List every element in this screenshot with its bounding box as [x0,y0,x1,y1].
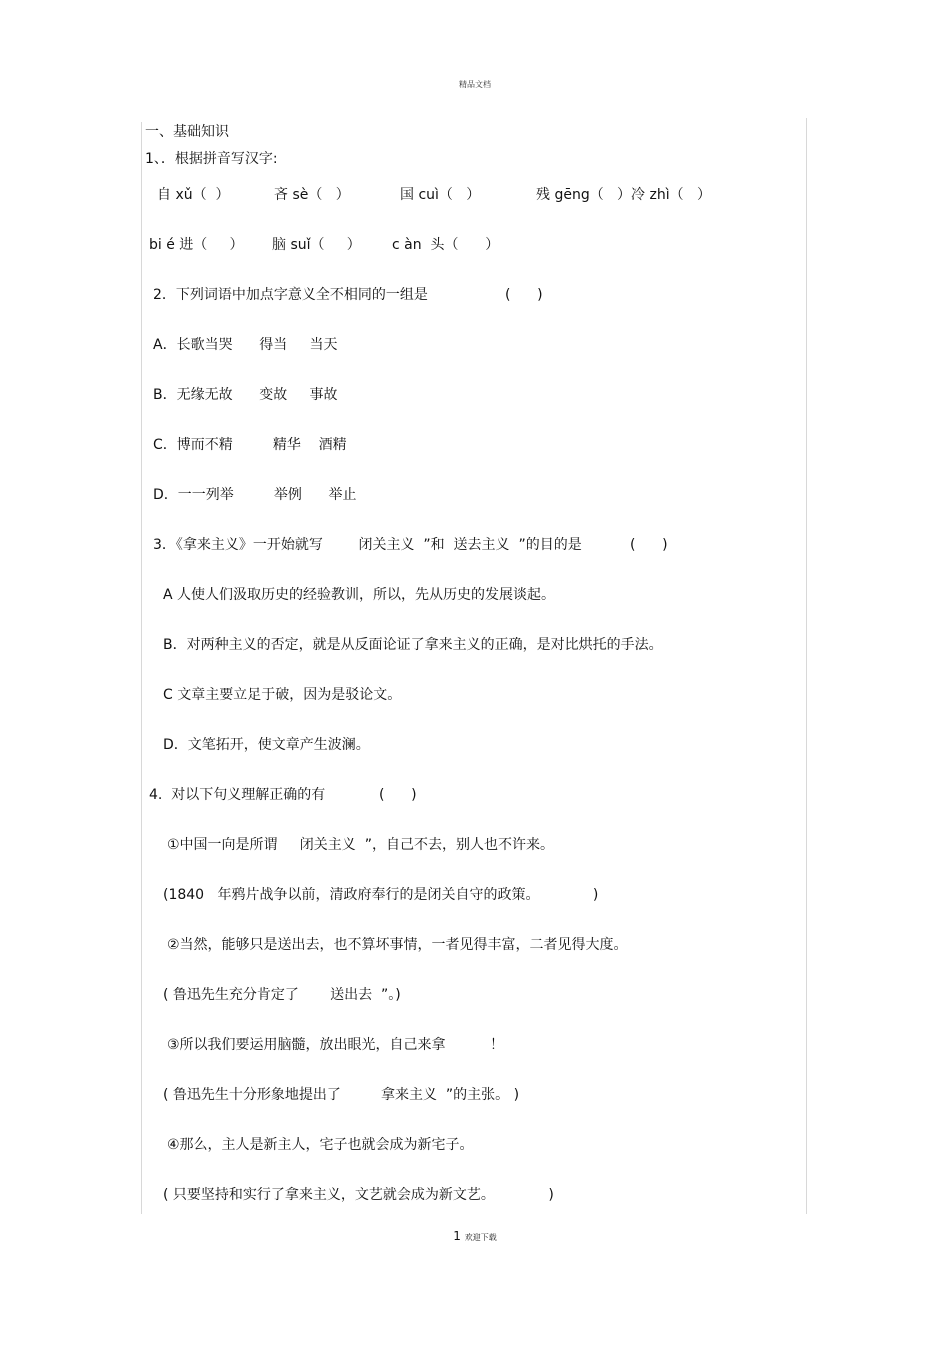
q2-option-a: A．长歌当哭 得当 当天 [153,337,338,353]
page-header: 精品文档 [459,80,491,89]
q3-option-d: D．文笔拓开，使文章产生波澜。 [163,737,370,753]
footer-text: 欢迎下载 [464,1233,497,1242]
q2-option-c: C．博而不精 精华 酒精 [153,437,347,453]
question-2-answer-paren: ( ) [505,287,543,303]
q1-item-2: 吝 sè（ ） [274,187,350,203]
right-border-line [806,118,807,1214]
q1-item-6: 脑 suǐ（ ） [272,237,361,253]
q3-option-a: A 人使人们汲取历史的经验教训，所以，先从历史的发展谈起。 [163,587,556,603]
question-4-title: 4. 对以下句义理解正确的有 [149,787,326,803]
page-footer [0,1229,950,1243]
q1-item-7: c àn 头（ ） [392,237,500,253]
question-2-title: 2．下列词语中加点字意义全不相同的一组是 [153,287,428,303]
q4-interpretation-2: ( 鲁迅先生充分肯定了 送出去 ”。) [163,987,401,1003]
q3-option-b: B．对两种主义的否定，就是从反面论证了拿来主义的正确，是对比烘托的手法。 [163,637,663,653]
q2-option-b: B．无缘无故 变故 事故 [153,387,338,403]
q4-interpretation-4: ( 只要坚持和实行了拿来主义，文艺就会成为新文艺。 ) [163,1187,554,1203]
question-4-answer-paren: ( ) [379,787,417,803]
question-1-title: 1、．根据拼音写汉字: [145,151,278,167]
section-title: 一、基础知识 [145,124,229,140]
page-number: 1 [453,1229,461,1243]
left-border-line [141,122,142,1214]
q4-sentence-4: ④那么，主人是新主人，宅子也就会成为新宅子。 [167,1137,474,1153]
q3-option-c: C 文章主要立足于破，因为是驳论文。 [163,687,402,703]
question-3-answer-paren: ( ) [630,537,668,553]
q4-sentence-3: ③所以我们要运用脑髓，放出眼光，自己来拿 ！ [167,1037,505,1053]
q4-interpretation-1: (1840 年鸦片战争以前，清政府奉行的是闭关自守的政策。 ) [163,887,599,903]
q1-item-3: 国 cuì（ ） [400,187,481,203]
q1-item-5: bi é 进（ ） [149,237,244,253]
q4-sentence-2: ②当然，能够只是送出去，也不算坏事情，一者见得丰富，二者见得大度。 [167,937,628,953]
question-3-title: 3．《拿来主义》一开始就写 闭关主义 ”和 送去主义 ”的目的是 [153,537,582,553]
q4-sentence-1: ①中国一向是所谓 闭关主义 ”，自己不去，别人也不许来。 [167,837,554,853]
q4-interpretation-3: ( 鲁迅先生十分形象地提出了 拿来主义 ”的主张。 ) [163,1087,520,1103]
q1-item-4: 残 gēng（ ）冷 zhì（ ） [536,187,711,203]
q2-option-d: D．一一列举 举例 举止 [153,487,357,503]
q1-item-1: 自 xǔ（ ） [157,187,230,203]
